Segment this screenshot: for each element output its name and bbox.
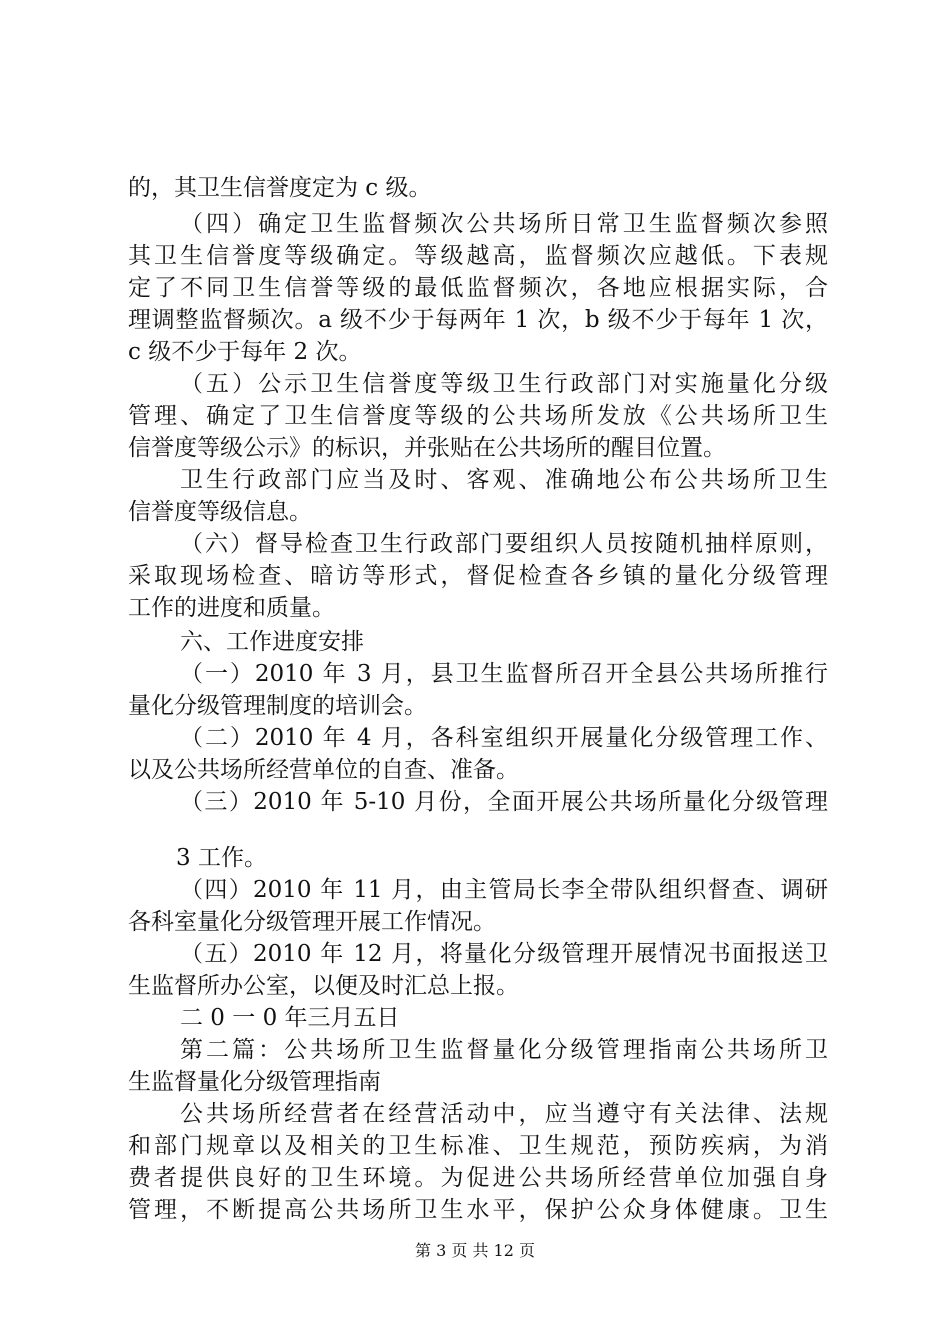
text-line: 生监督所办公室，以便及时汇总上报。 bbox=[128, 973, 519, 999]
text-line: （二）2010 年 4 月，各科室组织开展量化分级管理工作、 bbox=[180, 725, 828, 751]
text-line: c 级不少于每年 2 次。 bbox=[128, 339, 362, 365]
text-line: 工作的进度和质量。 bbox=[128, 595, 335, 621]
text-line: （四）确定卫生监督频次公共场所日常卫生监督频次参照 bbox=[180, 211, 828, 237]
text-line: 定了不同卫生信誉等级的最低监督频次，各地应根据实际，合 bbox=[128, 275, 828, 301]
text-line: 各科室量化分级管理开展工作情况。 bbox=[128, 909, 496, 935]
text-line: （五）2010 年 12 月，将量化分级管理开展情况书面报送卫 bbox=[180, 941, 828, 967]
text-line: 卫生行政部门应当及时、客观、准确地公布公共场所卫生 bbox=[180, 467, 828, 493]
text-line: 3 工作。 bbox=[176, 845, 267, 871]
text-line: 采取现场检查、暗访等形式，督促检查各乡镇的量化分级管理 bbox=[128, 563, 828, 589]
text-line: 信誉度等级公示》的标识，并张贴在公共场所的醒目位置。 bbox=[128, 435, 726, 461]
chapter-title: 第二篇：公共场所卫生监督量化分级管理指南公共场所卫 bbox=[180, 1037, 828, 1063]
text-line: （三）2010 年 5-10 月份，全面开展公共场所量化分级管理 bbox=[180, 789, 828, 815]
chapter-title: 生监督量化分级管理指南 bbox=[128, 1069, 381, 1095]
text-line: （四）2010 年 11 月，由主管局长李全带队组织督查、调研 bbox=[180, 877, 828, 903]
date-line: 二 0 一 0 年三月五日 bbox=[180, 1005, 400, 1031]
text-line: 信誉度等级信息。 bbox=[128, 499, 312, 525]
text-line: 管理、确定了卫生信誉度等级的公共场所发放《公共场所卫生 bbox=[128, 403, 828, 429]
text-line: 理调整监督频次。a 级不少于每两年 1 次，b 级不少于每年 1 次， bbox=[128, 307, 828, 333]
page-number-footer: 第 3 页 共 12 页 bbox=[415, 1241, 535, 1260]
text-line: （六）督导检查卫生行政部门要组织人员按随机抽样原则， bbox=[180, 531, 828, 557]
text-line: 的，其卫生信誉度定为 c 级。 bbox=[128, 175, 432, 201]
text-line: 费者提供良好的卫生环境。为促进公共场所经营单位加强自身 bbox=[128, 1165, 828, 1191]
text-line: （五）公示卫生信誉度等级卫生行政部门对实施量化分级 bbox=[180, 371, 828, 397]
text-line: 量化分级管理制度的培训会。 bbox=[128, 693, 427, 719]
text-line: 管理，不断提高公共场所卫生水平，保护公众身体健康。卫生 bbox=[128, 1197, 828, 1223]
text-line: （一）2010 年 3 月，县卫生监督所召开全县公共场所推行 bbox=[180, 661, 828, 687]
text-line: 以及公共场所经营单位的自查、准备。 bbox=[128, 757, 519, 783]
section-heading: 六、工作进度安排 bbox=[180, 629, 364, 655]
text-line: 和部门规章以及相关的卫生标准、卫生规范，预防疾病，为消 bbox=[128, 1133, 828, 1159]
text-line: 其卫生信誉度等级确定。等级越高，监督频次应越低。下表规 bbox=[128, 243, 828, 269]
text-line: 公共场所经营者在经营活动中，应当遵守有关法律、法规 bbox=[180, 1101, 828, 1127]
